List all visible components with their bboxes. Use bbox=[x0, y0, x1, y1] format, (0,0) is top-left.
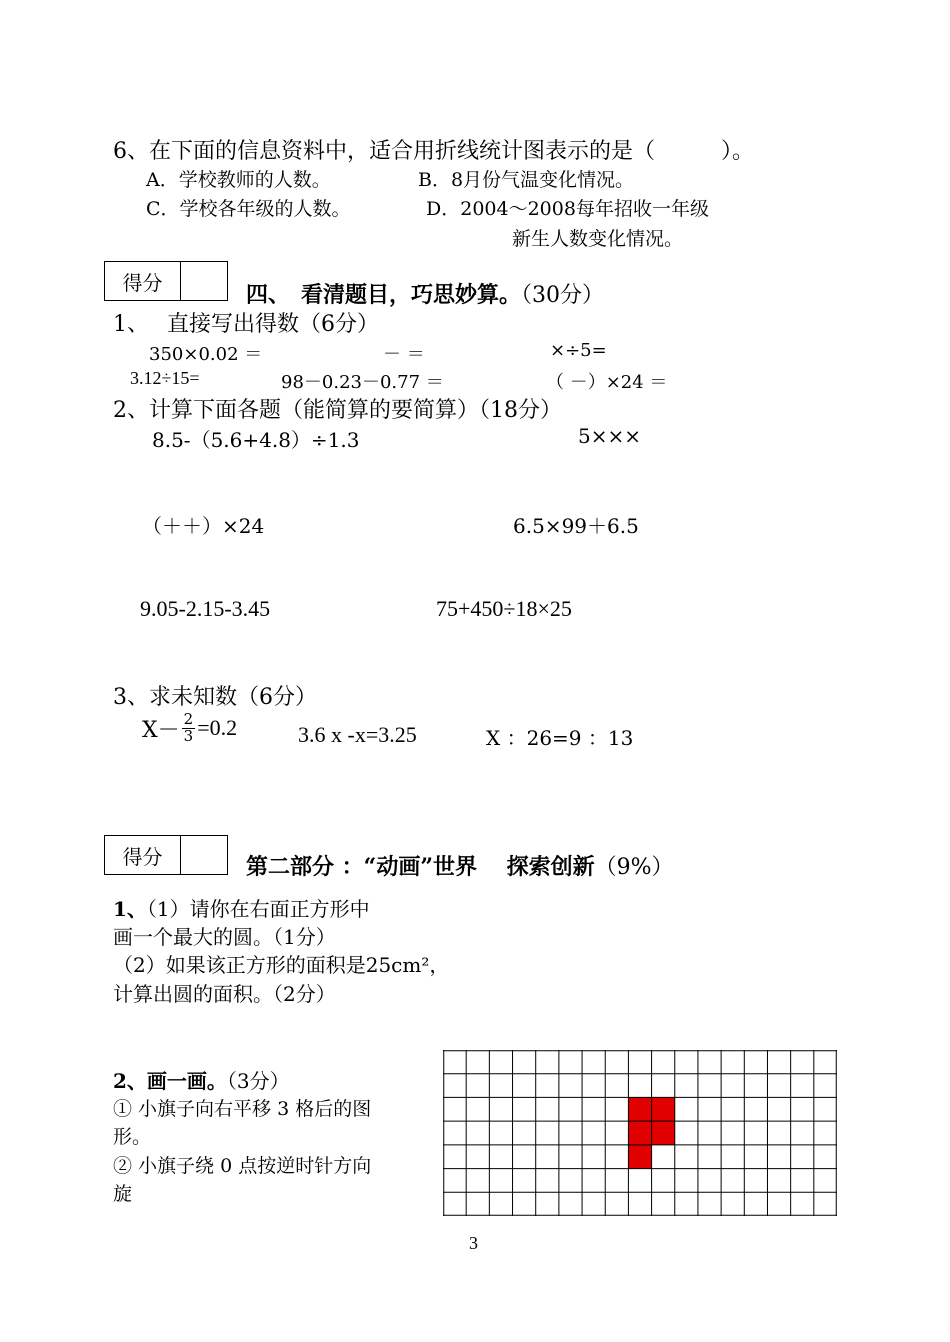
equation-1 bbox=[142, 712, 237, 745]
p2-q2-line3: ② 小旗子绕 0 点按逆时针方向 bbox=[113, 1155, 372, 1177]
calc-5: 98－0.23－0.77 ＝ bbox=[281, 372, 444, 393]
equation-3: X ：26=9 ：13 bbox=[486, 726, 634, 750]
fraction bbox=[182, 712, 196, 745]
calc-item-5: 9.05-2.15-3.45 bbox=[140, 596, 271, 621]
equation-1-left: X－ bbox=[142, 717, 180, 743]
drawing-grid[interactable] bbox=[443, 1050, 837, 1216]
calc-1: 350×0.02 ＝ bbox=[149, 344, 263, 365]
p2-q1-line4: 计算出圆的面积。（2分） bbox=[113, 982, 336, 1006]
flag-cell bbox=[652, 1121, 675, 1145]
p2-q2-line4: 旋 bbox=[113, 1183, 133, 1205]
fraction-denominator: 3 bbox=[183, 726, 194, 745]
p2-q1-line1 bbox=[113, 893, 370, 922]
part2-title: 第二部分 ：“动画”世界 探索创新 bbox=[246, 854, 595, 880]
score-box-2 bbox=[104, 835, 228, 875]
p2-q2-line1: ① 小旗子向右平移 3 格后的图 bbox=[113, 1098, 372, 1120]
calc-item-3: （＋＋）×24 bbox=[142, 514, 265, 538]
p2-q2-heading bbox=[113, 1065, 290, 1094]
p2-q1-number: 1、 bbox=[113, 897, 147, 921]
flag-cell bbox=[628, 1097, 651, 1121]
p2-q1-line3: （2）如果该正方形的面积是25cm²， bbox=[113, 953, 450, 977]
score-value-cell-2[interactable] bbox=[181, 836, 227, 874]
p2-q2-title: 2、画一画。 bbox=[113, 1069, 227, 1093]
calc-item-6: 75+450÷18×25 bbox=[436, 596, 572, 621]
q6-option-a: A．学校教师的人数。 bbox=[146, 169, 331, 191]
page-number: 3 bbox=[469, 1233, 478, 1253]
calc-3: ×÷5= bbox=[550, 340, 607, 361]
q6-option-d: D．2004～2008每年招收一年级 bbox=[426, 198, 709, 220]
flag-cell bbox=[652, 1097, 675, 1121]
q6-option-d-cont: 新生人数变化情况。 bbox=[512, 228, 684, 250]
score-label-2: 得分 bbox=[105, 836, 181, 874]
flag-cell bbox=[628, 1121, 651, 1145]
p2-q1-text: （1）请你在右面正方形中 bbox=[146, 897, 370, 921]
equation-2: 3.6 x -x=3.25 bbox=[298, 722, 417, 747]
q6-stem: 6、在下面的信息资料中，适合用折线统计图表示的是（ ）。 bbox=[113, 139, 754, 164]
section4-title: 四、 看清题目，巧思妙算。 bbox=[246, 282, 522, 308]
q6-option-b: B．8月份气温变化情况。 bbox=[418, 169, 635, 191]
calc-item-2: 5××× bbox=[578, 424, 641, 448]
score-box bbox=[104, 261, 228, 301]
calc-item-4: 6.5×99＋6.5 bbox=[513, 514, 639, 538]
p2-q2-line2: 形。 bbox=[113, 1126, 152, 1148]
grid-lines bbox=[443, 1050, 837, 1216]
section4-heading bbox=[246, 278, 604, 309]
equation-1-right: =0.2 bbox=[197, 715, 238, 741]
q6-option-c: C．学校各年级的人数。 bbox=[146, 198, 351, 220]
fraction-numerator: 2 bbox=[183, 710, 194, 728]
calc-2: － ＝ bbox=[383, 344, 425, 365]
flag-cell bbox=[628, 1145, 651, 1169]
part2-heading: 2、计算下面各题（能简算的要简算）（18分） bbox=[113, 398, 562, 423]
p2-q2-points: （3分） bbox=[226, 1069, 290, 1093]
calc-6: （ －）×24 ＝ bbox=[546, 372, 668, 393]
part3-heading: 3、求未知数（6分） bbox=[113, 685, 317, 710]
section4-points: （30分） bbox=[521, 283, 605, 308]
part2-points: （9%） bbox=[594, 855, 674, 880]
part2-section-heading bbox=[246, 850, 674, 881]
calc-item-1: 8.5-（5.6+4.8）÷1.3 bbox=[152, 428, 360, 452]
calc-4: 3.12÷15= bbox=[130, 368, 200, 388]
p2-q1-line2: 画一个最大的圆。（1分） bbox=[113, 925, 336, 949]
score-value-cell[interactable] bbox=[181, 262, 227, 300]
score-label: 得分 bbox=[105, 262, 181, 300]
part1-heading: 1、 直接写出得数（6分） bbox=[113, 312, 379, 337]
